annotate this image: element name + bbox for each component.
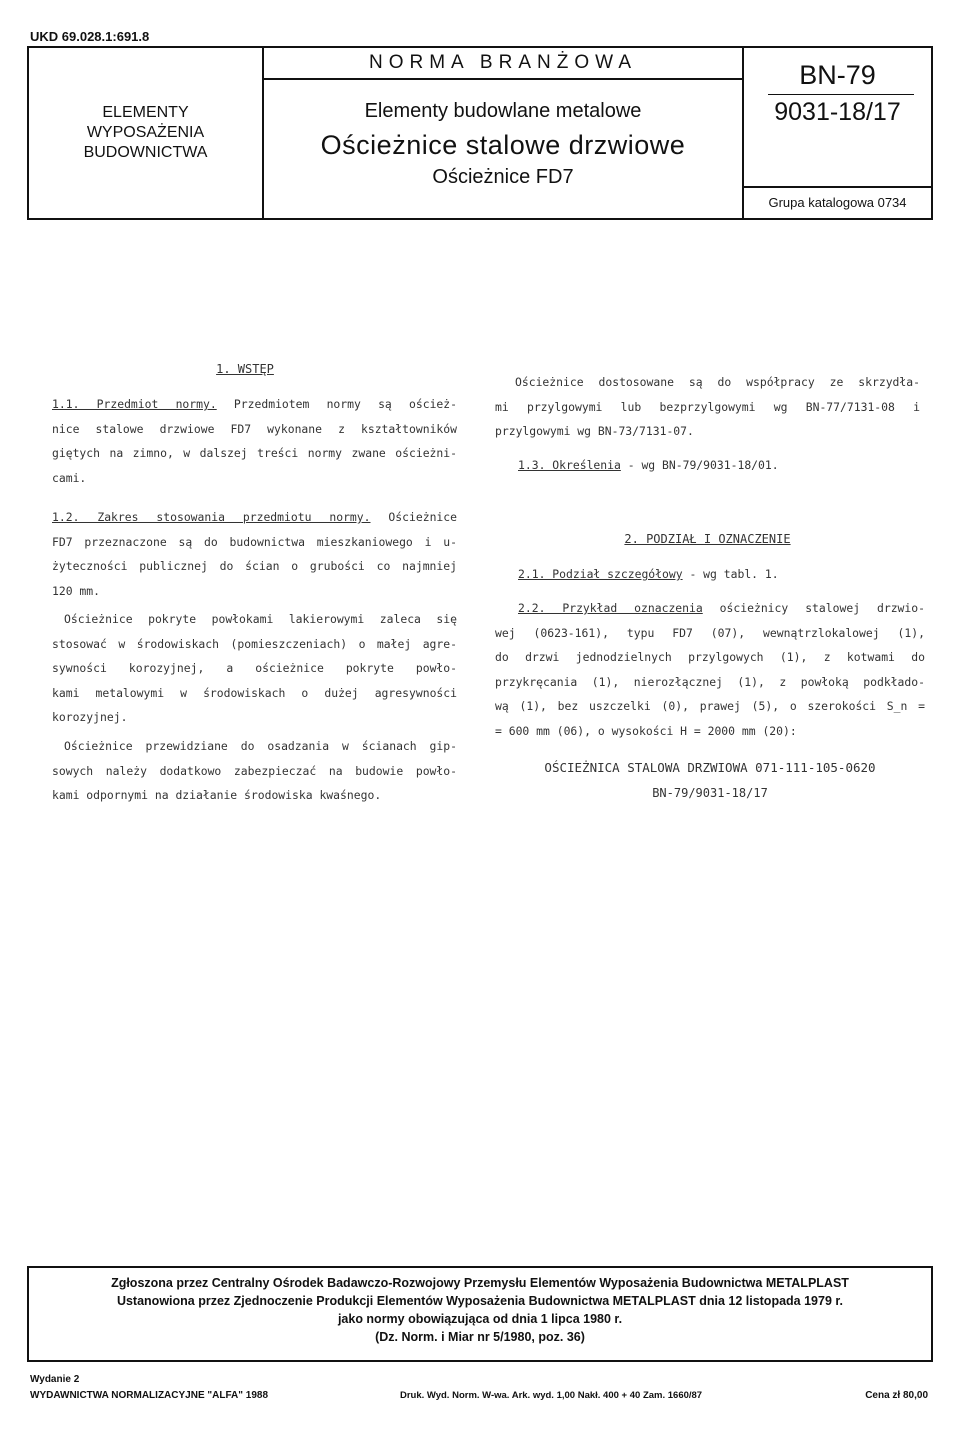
catalog-group: Grupa katalogowa 0734: [744, 186, 931, 220]
section-2-1: 2.1. Podział szczegółowy - wg tabl. 1.: [518, 567, 779, 581]
approval-line: Zgłoszona przez Centralny Ośrodek Badawczo-Rozwojowy Przemysłu Elementów Wyposażenia Budownictwa METALPLAST: [111, 1276, 849, 1290]
section-heading-1: 1. WSTĘP: [216, 362, 274, 376]
norma-type: NORMA BRANŻOWA: [264, 48, 742, 80]
norm-number: 9031-18/17: [774, 98, 901, 126]
section-1-3: 1.3. Określenia - wg BN-79/9031-18/01.: [518, 458, 779, 472]
approval-box: [27, 1266, 933, 1362]
publisher: WYDAWNICTWA NORMALIZACYJNE "ALFA" 1988: [30, 1390, 269, 1401]
header-title-block: [264, 48, 744, 218]
paragraph-compat: Ościeżnice dostosowane są do współpracy ze skrzydła- mi przylgowymi lub bezprzylgowymi wg BN-77/7131-08 i przylgowymi wg BN-73/7131-07.: [495, 375, 920, 438]
document-title: Ościeżnice stalowe drzwiowe: [320, 130, 686, 160]
section-1-1-label: 1.1. Przedmiot normy.: [52, 397, 217, 411]
paragraph-coatings: Ościeżnice pokryte powłokami lakierowymi zaleca się stosować w środowiskach (pomieszczeniach) o małej agre- sywności korozyjnej, a ościeżnice pokryte powło- kami metalowymi w środowiskach o dużej agresywności korozyjnej.: [52, 612, 457, 724]
header-table: [27, 46, 933, 220]
edition: Wydanie 2: [30, 1374, 80, 1385]
norm-code: BN-79: [799, 60, 876, 90]
section-2-2-label: 2.2. Przykład oznaczenia: [518, 601, 703, 615]
section-1-2-label: 1.2. Zakres stosowania przedmiotu normy.: [52, 510, 371, 524]
category-line: BUDOWNICTWA: [83, 144, 208, 161]
section-1-3-label: 1.3. Określenia: [518, 458, 621, 472]
price: Cena zł 80,00: [865, 1390, 928, 1401]
approval-line: jako normy obowiązująca od dnia 1 lipca 1980 r.: [337, 1312, 623, 1326]
section-heading-2: 2. PODZIAŁ I OZNACZENIE: [624, 532, 791, 546]
approval-line: (Dz. Norm. i Miar nr 5/1980, poz. 36): [375, 1330, 585, 1344]
category-line: WYPOSAŻENIA: [86, 124, 205, 141]
code-divider: [768, 94, 914, 95]
paragraph-gypsum: Ościeżnice przewidziane do osadzania w ścianach gip- sowych należy dodatkowo zabezpieczać na budowie powło- kami odpornymi na działanie środowiska kwaśnego.: [52, 739, 457, 802]
header-code-block: [744, 48, 931, 218]
udk-classification: UKD 69.028.1:691.8: [30, 29, 150, 44]
print-info: Druk. Wyd. Norm. W-wa. Ark. wyd. 1,00 Nakł. 400 + 40 Zam. 1660/87: [400, 1390, 703, 1401]
header-category: [29, 48, 264, 218]
title-group: Elementy budowlane metalowe: [364, 100, 642, 122]
section-1-1: 1.1. Przedmiot normy. Przedmiotem normy są oścież- nice stalowe drzwiowe FD7 wykonane z kształtowników giętych na zimno, w dalszej treści normy zwane ościeżni- cami.: [52, 397, 457, 485]
category-line: ELEMENTY: [102, 104, 189, 121]
section-1-2: 1.2. Zakres stosowania przedmiotu normy. Ościeżnice FD7 przeznaczone są do budownictwa mieszkaniowego i u- żyteczności publicznej do ścian o grubości co najmniej 120 mm.: [52, 510, 458, 598]
designation-reference: BN-79/9031-18/17: [652, 786, 768, 800]
approval-line: Ustanowiona przez Zjednoczenie Produkcji Elementów Wyposażenia Budownictwa METALPLAST dnia 12 listopada 1979 r.: [116, 1294, 844, 1308]
document-subtitle: Ościeżnice FD7: [432, 166, 574, 188]
section-2-2: 2.2. Przykład oznaczenia ościeżnicy stalowej drzwio- wej (0623-161), typu FD7 (07), wewnątrzlokalowej (1), do drzwi jednodzielnych przylgowych (1), z kotwami do przykręcania (1), nierozłącznej (1), z powłoką podkłado- wą (1), bez uszczelki (0), prawej (5), o szerokości S_n = = 600 mm (06), o wysokości H = 2000 mm (20):: [495, 601, 925, 738]
section-2-1-label: 2.1. Podział szczegółowy: [518, 567, 683, 581]
designation-example: OŚCIEŻNICA STALOWA DRZWIOWA 071-111-105-0620: [544, 760, 876, 775]
